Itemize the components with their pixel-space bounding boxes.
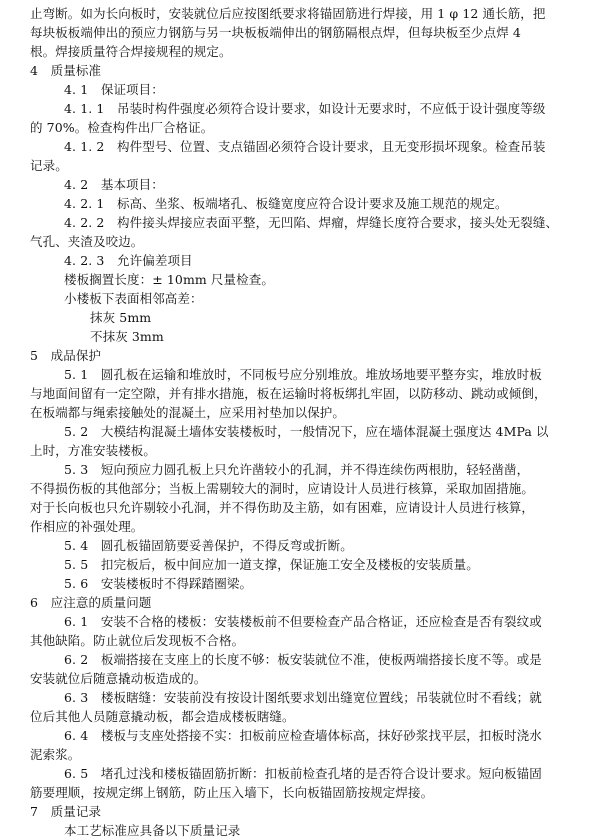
text-line: 根。焊接质量符合焊接规程的规定。 <box>30 44 232 59</box>
text-line: 的 70%。检查构件出厂合格证。 <box>30 120 214 135</box>
text-line: 5. 6 安装楼板时不得踩踏圈梁。 <box>64 576 253 591</box>
section-heading: 6 应注意的质量问题 <box>30 595 152 610</box>
text-line: 5. 1 圆孔板在运输和堆放时，不同板号应分别堆放。堆放场地要平整夯实，堆放时板 <box>64 367 542 382</box>
text-line: 4. 2. 1 标高、坐浆、板端堵孔、板缝宽度应符合设计要求及施工规范的规定。 <box>64 196 508 211</box>
text-line: 6. 2 板端搭接在支座上的长度不够：板安装就位不准，使板两端搭接长度不等。或是 <box>64 652 542 667</box>
text-line: 5. 2 大模结构混凝土墙体安装楼板时，一般情况下，应在墙体混凝土强度达 4MPa 以 <box>64 424 549 439</box>
text-line: 本工艺标准应具备以下质量记录 <box>64 823 241 838</box>
text-line: 楼板搁置长度：± 10mm 尺量检查。 <box>64 272 274 287</box>
text-line: 小楼板下表面相邻高差： <box>64 291 203 306</box>
text-line: 4. 2. 3 允许偏差项目 <box>64 253 193 268</box>
text-line: 4. 2. 2 构件接头焊接应表面平整，无凹陷、焊瘤，焊缝长度符合要求，接头处无裂缝、 <box>64 215 559 230</box>
text-line: 泥索浆。 <box>30 747 81 762</box>
text-line: 每块板板端伸出的预应力钢筋与另一块板板端伸出的钢筋隔根点焊，但每块板至少点焊 4 <box>30 25 521 40</box>
text-line: 筋要理顺，按规定绑上钢筋，防止压入墙下，长向板锚固筋按规定焊接。 <box>30 785 434 800</box>
text-line: 安装就位后随意撬动板造成的。 <box>30 671 207 686</box>
text-line: 抹灰 5mm <box>90 310 152 325</box>
text-line: 作相应的补强处理。 <box>30 519 144 534</box>
text-line: 不抹灰 3mm <box>90 329 164 344</box>
text-line: 4. 1. 2 构件型号、位置、支点锚固必须符合设计要求，且无变形损坏现象。检查吊装 <box>64 139 546 154</box>
text-line: 6. 3 楼板瞎缝：安装前没有按设计图纸要求划出缝宽位置线；吊装就位时不看线；就 <box>64 690 542 705</box>
text-line: 在板端都与绳索接触处的混凝土，应采用衬垫加以保护。 <box>30 405 346 420</box>
text-line: 对于长向板也只允许剔较小孔洞，并不得伤助及主筋，如有困难，应请设计人员进行核算， <box>30 500 535 515</box>
text-line: 位后其他人员随意撬动板，都会造成楼板瞎缝。 <box>30 709 295 724</box>
text-line: 气孔、夹渣及咬边。 <box>30 234 144 249</box>
subsection-heading: 4. 2 基本项目： <box>64 177 164 192</box>
text-line: 与地面间留有一定空隙，并有排水措施，板在运输时将板绑扎牢固，以防移动、跳动或倾倒， <box>30 386 547 401</box>
text-line: 不得损伤板的其他部分；当板上需剔较大的洞时，应请设计人员进行核算，采取加固措施。 <box>30 481 535 496</box>
text-line: 6. 4 楼板与支座处搭接不实：扣板前应检查墙体标高，抹好砂浆找平层，扣板时浇水 <box>64 728 542 743</box>
text-line: 5. 4 圆孔板锚固筋要妥善保护，不得反弯或折断。 <box>64 538 353 553</box>
section-heading: 5 成品保护 <box>30 348 102 363</box>
text-line: 上时，方准安装楼板。 <box>30 443 157 458</box>
section-heading: 7 质量记录 <box>30 804 102 819</box>
text-line: 5. 5 扣完板后，板中间应加一道支撑，保证施工安全及楼板的安装质量。 <box>64 557 479 572</box>
text-line: 6. 5 堵孔过浅和楼板锚固筋折断：扣板前检查孔堵的是否符合设计要求。短向板锚固 <box>64 766 542 781</box>
text-line: 4. 1. 1 吊装时构件强度必须符合设计要求，如设计无要求时，不应低于设计强度等级 <box>64 101 546 116</box>
text-line: 止弯断。如为长向板时，安装就位后应按图纸要求将锚固筋进行焊接，用 1 φ 12 通长筋，把 <box>30 6 546 21</box>
section-heading: 4 质量标准 <box>30 63 102 78</box>
subsection-heading: 4. 1 保证项目： <box>64 82 164 97</box>
text-line: 6. 1 安装不合格的楼板：安装楼板前不但要检查产品合格证，还应检查是否有裂纹或 <box>64 614 542 629</box>
text-line: 记录。 <box>30 158 68 173</box>
text-line: 5. 3 短向预应力圆孔板上只允许凿较小的孔洞，并不得连续伤两根肋，轻轻凿凿， <box>64 462 530 477</box>
text-line: 其他缺陷。防止就位后发现板不合格。 <box>30 633 245 648</box>
